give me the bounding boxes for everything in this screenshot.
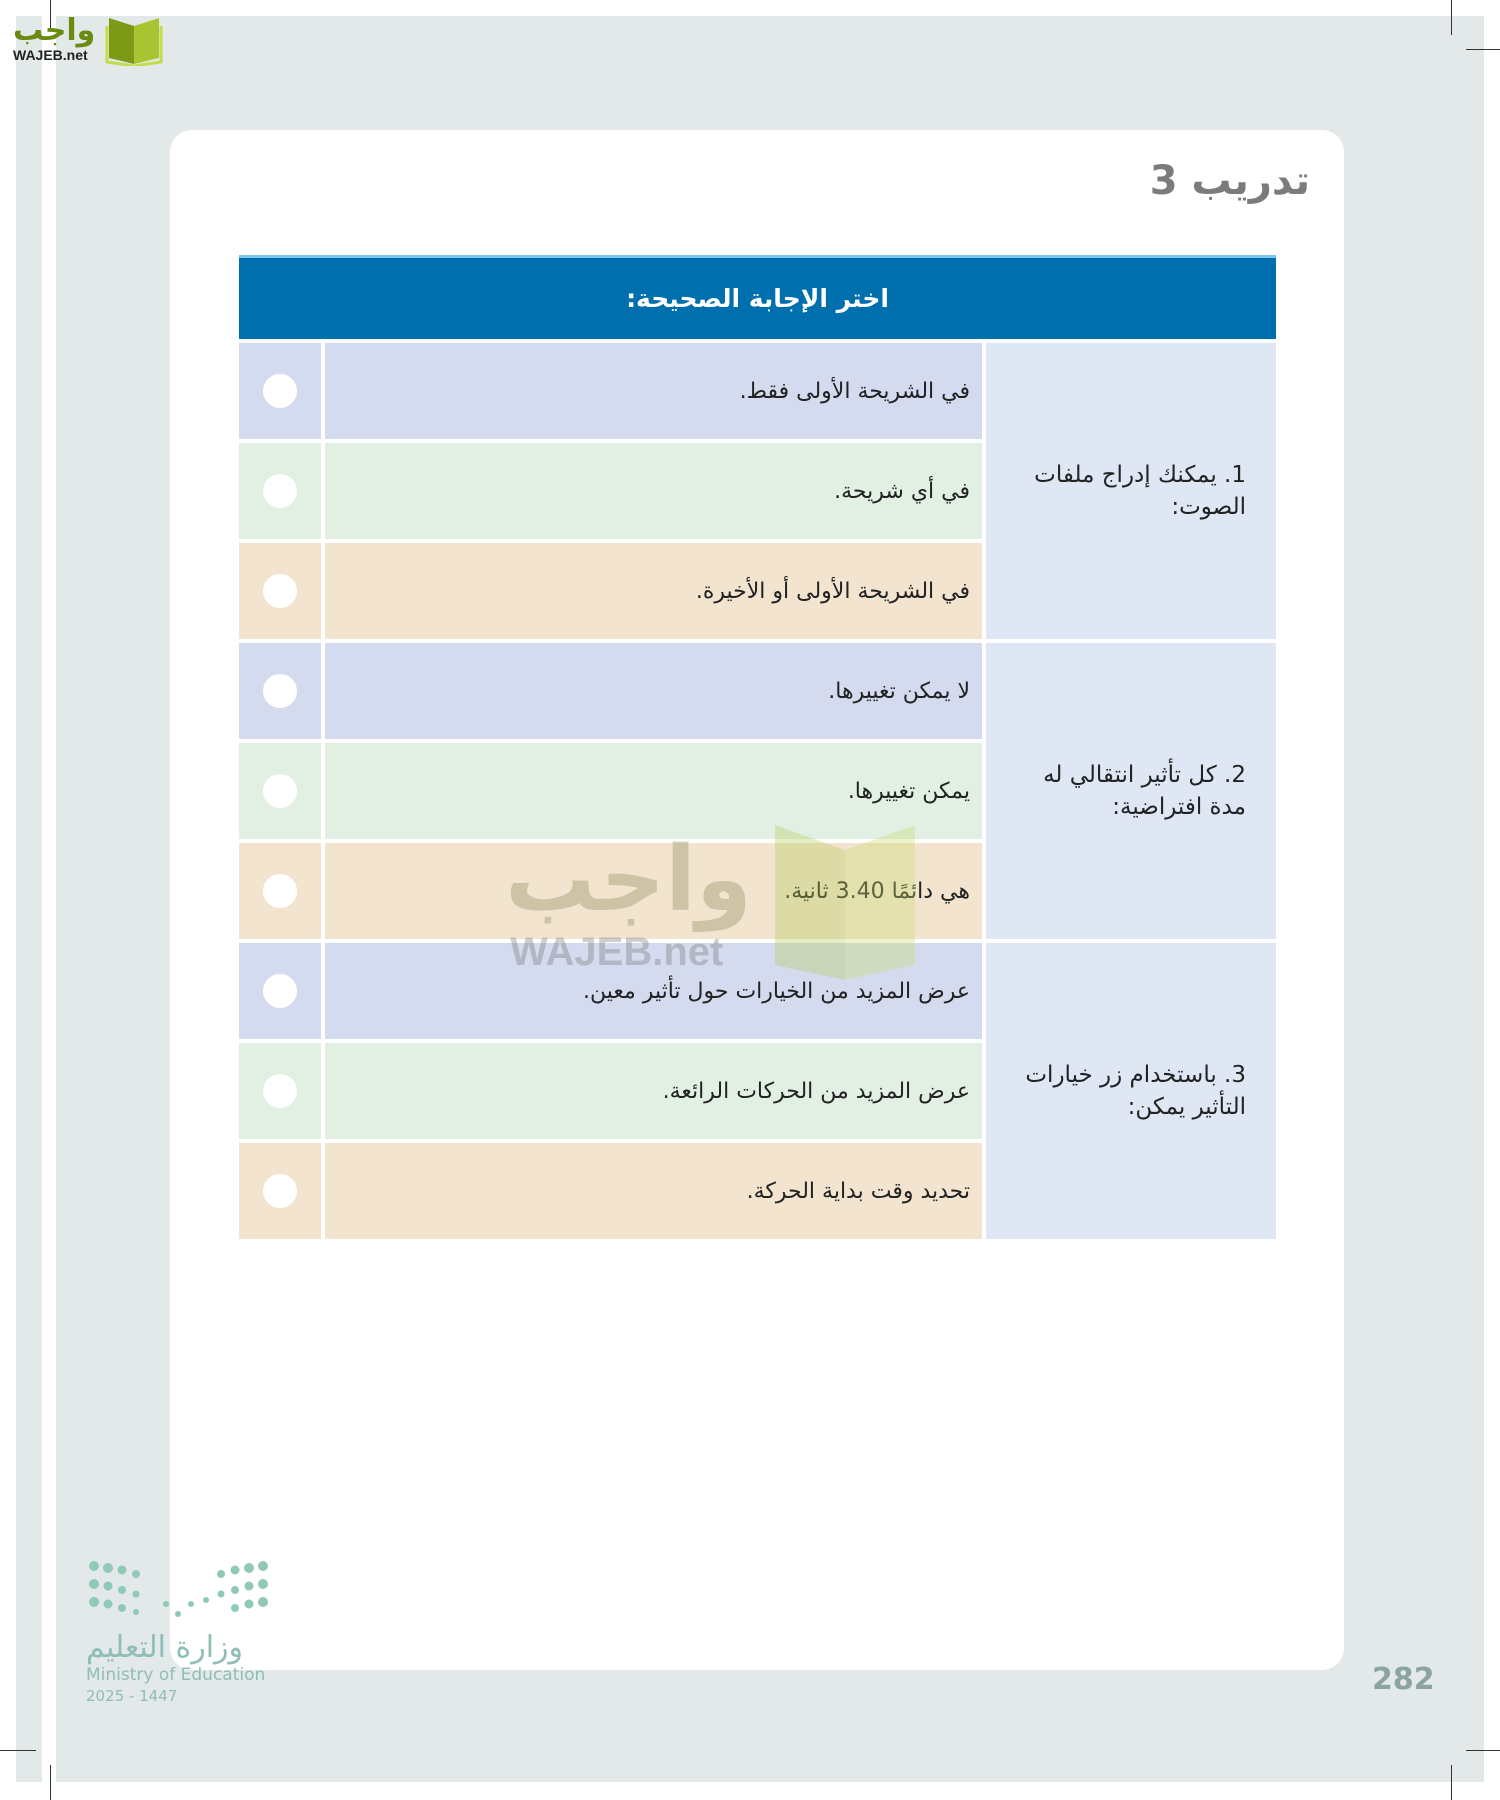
options-list xyxy=(239,343,982,639)
ministry-dots-emblem xyxy=(86,1560,271,1620)
ministry-name-arabic: وزارة التعليم xyxy=(86,1630,244,1665)
radio-cell xyxy=(239,1143,321,1239)
answer-option-text: عرض المزيد من الحركات الرائعة. xyxy=(325,1043,982,1139)
answer-option-row[interactable] xyxy=(239,443,982,539)
answer-option-row[interactable] xyxy=(239,543,982,639)
crop-mark xyxy=(1451,0,1452,35)
answer-option-text: يمكن تغييرها. xyxy=(325,743,982,839)
radio-button[interactable] xyxy=(263,974,297,1008)
radio-button[interactable] xyxy=(263,874,297,908)
radio-cell xyxy=(239,643,321,739)
question-text: 3. باستخدام زر خيارات التأثير يمكن: xyxy=(986,943,1276,1239)
answer-option-row[interactable] xyxy=(239,1043,982,1139)
academic-year: 2025 - 1447 xyxy=(86,1687,178,1705)
table-header: اختر الإجابة الصحيحة: xyxy=(239,255,1276,339)
wajeb-logo xyxy=(9,6,189,66)
answer-option-row[interactable] xyxy=(239,743,982,839)
question-group xyxy=(239,643,1276,939)
question-text: 1. يمكنك إدراج ملفات الصوت: xyxy=(986,343,1276,639)
crop-mark xyxy=(0,1750,36,1751)
answer-option-text: لا يمكن تغييرها. xyxy=(325,643,982,739)
ministry-name-english: Ministry of Education xyxy=(86,1665,266,1685)
radio-cell xyxy=(239,543,321,639)
radio-button[interactable] xyxy=(263,1174,297,1208)
question-group xyxy=(239,943,1276,1239)
svg-text:WAJEB.net: WAJEB.net xyxy=(510,930,724,974)
crop-mark xyxy=(50,1765,51,1800)
radio-button[interactable] xyxy=(263,574,297,608)
options-list xyxy=(239,643,982,939)
radio-cell xyxy=(239,343,321,439)
question-text: 2. كل تأثير انتقالي له مدة افتراضية: xyxy=(986,643,1276,939)
answer-option-text: في أي شريحة. xyxy=(325,443,982,539)
radio-button[interactable] xyxy=(263,774,297,808)
answer-option-row[interactable] xyxy=(239,643,982,739)
radio-cell xyxy=(239,443,321,539)
svg-text:WAJEB.net: WAJEB.net xyxy=(13,47,88,63)
answer-option-row[interactable] xyxy=(239,843,982,939)
radio-cell xyxy=(239,1043,321,1139)
page-number: 282 xyxy=(1372,1662,1435,1697)
radio-cell xyxy=(239,843,321,939)
answer-option-text: عرض المزيد من الخيارات حول تأثير معين. xyxy=(325,943,982,1039)
answer-option-text: هي دائمًا 3.40 ثانية. xyxy=(325,843,982,939)
multiple-choice-table xyxy=(239,255,1276,1239)
radio-button[interactable] xyxy=(263,674,297,708)
answer-option-text: تحديد وقت بداية الحركة. xyxy=(325,1143,982,1239)
radio-button[interactable] xyxy=(263,474,297,508)
crop-mark xyxy=(1451,1765,1452,1800)
answer-option-row[interactable] xyxy=(239,343,982,439)
svg-text:واجب: واجب xyxy=(505,827,752,932)
page-margin-strip xyxy=(16,16,42,1782)
question-group xyxy=(239,343,1276,639)
svg-text:واجب: واجب xyxy=(13,13,96,48)
ministry-logo xyxy=(86,1560,276,1705)
answer-option-text: في الشريحة الأولى أو الأخيرة. xyxy=(325,543,982,639)
crop-mark xyxy=(1466,49,1500,50)
exercise-title: تدريب 3 xyxy=(1149,158,1310,204)
radio-cell xyxy=(239,943,321,1039)
options-list xyxy=(239,943,982,1239)
radio-button[interactable] xyxy=(263,374,297,408)
crop-mark xyxy=(1466,1750,1500,1751)
answer-option-row[interactable] xyxy=(239,943,982,1039)
radio-cell xyxy=(239,743,321,839)
answer-option-row[interactable] xyxy=(239,1143,982,1239)
radio-button[interactable] xyxy=(263,1074,297,1108)
answer-option-text: في الشريحة الأولى فقط. xyxy=(325,343,982,439)
